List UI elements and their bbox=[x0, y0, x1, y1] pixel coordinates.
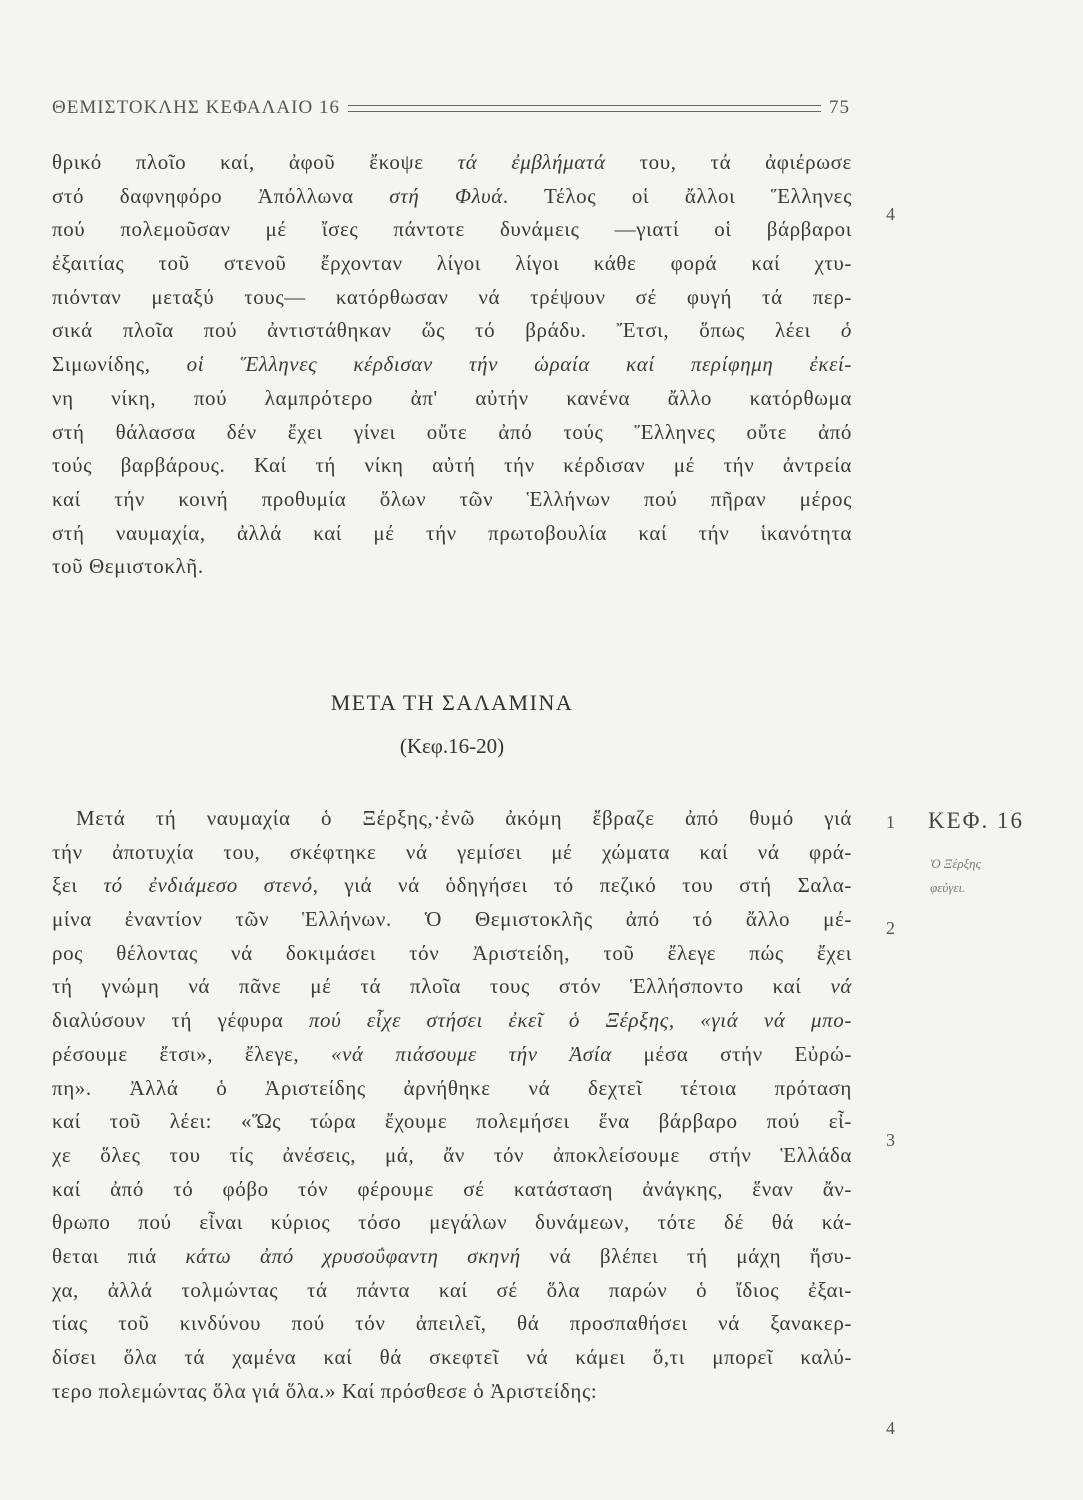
text-segment: νά βλέπει τή μάχη ἥσυ- bbox=[520, 1243, 853, 1268]
text-line bbox=[52, 247, 852, 281]
section-title: ΜΕΤΑ ΤΗ ΣΑΛΑΜΙΝΑ bbox=[330, 690, 574, 715]
text-line bbox=[52, 1038, 852, 1072]
running-header bbox=[52, 92, 850, 124]
italic-segment: κάτω ἀπό χρυσοΰφαντη σκηνή bbox=[185, 1243, 521, 1268]
section-chapter-range: (Κεφ.16-20) bbox=[399, 734, 505, 758]
text-segment: τούς βαρβάρους. Καί τή νίκη αὐτή τήν κέρδισαν μέ τήν ἀντρεία bbox=[52, 453, 852, 478]
italic-segment: ὁ bbox=[840, 318, 852, 343]
text-line bbox=[52, 382, 852, 416]
page-number: 75 bbox=[829, 97, 850, 118]
italic-segment: τά ἐμβλήματά bbox=[457, 150, 606, 174]
line-number-4: 4 bbox=[886, 204, 895, 224]
text-segment: πιόνταν μεταξύ τους— κατόρθωσαν νά τρέψουν σέ φυγή τά περ- bbox=[52, 284, 852, 309]
text-line bbox=[52, 1139, 852, 1173]
text-segment: πού πολεμοῦσαν μέ ἴσες πάντοτε δυνάμεις —γιατί οἱ βάρβαροι bbox=[52, 217, 852, 242]
text-line bbox=[52, 1240, 852, 1274]
italic-segment: «νά πιάσουμε τήν Ἀσία bbox=[330, 1041, 612, 1066]
text-segment: πη». Ἀλλά ὁ Ἀριστείδης ἀρνήθηκε νά δεχτεῖ τέτοια πρόταση bbox=[52, 1075, 852, 1100]
text-line bbox=[52, 1274, 852, 1308]
text-line bbox=[52, 517, 852, 551]
running-title: ΘΕΜΙΣΤΟΚΛΗΣ ΚΕΦΑΛΑΙΟ 16 bbox=[52, 97, 340, 118]
text-segment: ρος θέλοντας νά δοκιμάσει τόν Ἀριστείδη, τοῦ ἔλεγε πώς ἔχει bbox=[52, 940, 852, 965]
italic-segment: , οἱ Ἕλληνες κέρδισαν τήν ὡραία καί περίφημη ἐκεί- bbox=[144, 352, 852, 377]
text-segment: Σιμωνίδης bbox=[52, 352, 145, 377]
text-segment: δίσει ὅλα τά χαμένα καί θά σκεφτεῖ νά κάμει ὅ,τι μπορεῖ καλύ- bbox=[52, 1345, 852, 1369]
margin-note-line-2: φεύγει. bbox=[930, 880, 966, 895]
text-segment: χε ὅλες του τίς ἀνέσεις, μά, ἄν τόν ἀποκλείσουμε στήν Ἑλλάδα bbox=[52, 1142, 852, 1167]
text-segment: ρέσουμε ἔτσι», ἔλεγε, bbox=[52, 1041, 331, 1066]
text-line bbox=[52, 1307, 852, 1341]
italic-segment: νά bbox=[830, 974, 852, 999]
text-line bbox=[52, 1072, 852, 1106]
italic-segment: πού εἶχε στήσει ἐκεῖ ὁ Ξέρξης, «γιά νά μπο- bbox=[283, 1008, 852, 1033]
chapter-heading: ΚΕΦ. 16 bbox=[928, 808, 1024, 833]
text-line bbox=[52, 1173, 852, 1207]
text-segment: του, τά ἀφιέρωσε bbox=[605, 150, 852, 174]
text-line bbox=[52, 1341, 852, 1375]
text-line bbox=[52, 213, 852, 247]
text-line bbox=[52, 1206, 852, 1240]
line-number-1: 1 bbox=[886, 812, 895, 832]
text-segment: τήν ἀποτυχία του, σκέφτηκε νά γεμίσει μέ χώματα καί νά φρά- bbox=[52, 839, 852, 864]
text-segment: ἐξαιτίας τοῦ στενοῦ ἔρχονταν λίγοι λίγοι κάθε φορά καί χτυ- bbox=[52, 251, 852, 276]
text-segment: τίας τοῦ κινδύνου πού τόν ἀπειλεῖ, θά προσπαθήσει νά ξανακερ- bbox=[52, 1311, 852, 1336]
text-segment: Μετά τή ναυμαχία ὁ Ξέρξης,·ἐνῶ ἀκόμη ἔβραζε ἀπό θυμό γιά bbox=[76, 806, 852, 830]
italic-segment: τό ἐνδιάμεσο στενό bbox=[103, 873, 313, 898]
text-line bbox=[52, 449, 852, 483]
text-segment: καί ἀπό τό φόβο τόν φέρουμε σέ κατάσταση ἀνάγκης, ἕναν ἄν- bbox=[52, 1176, 852, 1201]
text-segment: στή ναυμαχία, ἀλλά καί μέ τήν πρωτοβουλία καί τήν ἱκανότητα bbox=[52, 520, 852, 545]
text-segment: τοῦ Θεμιστοκλῆ. bbox=[52, 554, 204, 579]
text-line bbox=[52, 281, 852, 315]
line-number-3: 3 bbox=[886, 1130, 895, 1150]
text-line bbox=[52, 1375, 852, 1409]
text-line bbox=[52, 836, 852, 870]
margin-note-line-1: Ὁ Ξέρξης bbox=[930, 856, 981, 871]
text-line bbox=[52, 970, 852, 1004]
text-segment: χα, ἀλλά τολμώντας τά πάντα καί σέ ὅλα παρών ὁ ἴδιος ἐξαι- bbox=[52, 1277, 852, 1302]
text-segment: θεται πιά bbox=[52, 1243, 186, 1268]
text-line bbox=[52, 1004, 852, 1038]
text-line bbox=[52, 550, 852, 584]
text-line bbox=[52, 937, 852, 971]
text-line bbox=[52, 180, 852, 214]
italic-segment: στή Φλυά bbox=[389, 183, 503, 208]
line-number-4b: 4 bbox=[886, 1418, 895, 1438]
text-line bbox=[52, 348, 852, 382]
text-segment: νη νίκη, πού λαμπρότερο ἀπ' αὐτήν κανένα ἄλλο κατόρθωμα bbox=[52, 385, 852, 410]
text-segment: στό δαφνηφόρο Ἀπόλλωνα bbox=[52, 183, 390, 208]
text-segment: τερο πολεμώντας ὅλα γιά ὅλα.» Καί πρόσθεσε ὁ Ἀριστείδης: bbox=[52, 1378, 598, 1403]
text-line bbox=[52, 146, 852, 180]
text-segment: σικά πλοῖα πού ἀντιστάθηκαν ὥς τό βράδυ. Ἔτσι, ὅπως λέει bbox=[52, 318, 841, 343]
text-segment: τή γνώμη νά πᾶνε μέ τά πλοῖα τους στόν Ἑλλήσποντο καί bbox=[52, 974, 831, 999]
text-line bbox=[52, 314, 852, 348]
header-double-rule bbox=[348, 105, 821, 112]
text-line bbox=[52, 869, 852, 903]
text-segment: μίνα ἐναντίον τῶν Ἑλλήνων. Ὁ Θεμιστοκλῆς ἀπό τό ἄλλο μέ- bbox=[52, 907, 852, 932]
text-segment: καί τοῦ λέει: «Ὥς τώρα ἔχουμε πολεμήσει ἕνα βάρβαρο πού εἶ- bbox=[52, 1109, 852, 1134]
text-line bbox=[52, 416, 852, 450]
text-segment: ξει bbox=[52, 873, 104, 898]
text-line bbox=[52, 1105, 852, 1139]
text-segment: . Τέλος οἱ ἄλλοι Ἕλληνες bbox=[502, 183, 853, 208]
text-segment: , γιά νά ὁδηγήσει τό πεζικό του στή Σαλα- bbox=[312, 873, 853, 898]
text-segment: θρικό πλοῖο καί, ἀφοῦ ἔκοψε bbox=[52, 150, 458, 174]
text-segment: θρωπο πού εἶναι κύριος τόσο μεγάλων δυνάμεων, τότε δέ θά κά- bbox=[52, 1210, 852, 1235]
text-line bbox=[52, 903, 852, 937]
text-line bbox=[52, 483, 852, 517]
line-number-2: 2 bbox=[886, 918, 895, 938]
paragraph-1 bbox=[52, 146, 852, 584]
text-segment: στή θάλασσα δέν ἔχει γίνει οὔτε ἀπό τούς Ἕλληνες οὔτε ἀπό bbox=[52, 419, 852, 444]
text-segment: καί τήν κοινή προθυμία ὅλων τῶν Ἑλλήνων πού πῆραν μέρος bbox=[52, 486, 852, 511]
text-segment: διαλύσουν τή γέφυρα bbox=[52, 1008, 284, 1033]
paragraph-2 bbox=[52, 802, 852, 1408]
text-line bbox=[52, 802, 852, 836]
text-segment: μέσα στήν Εὐρώ- bbox=[611, 1041, 852, 1066]
